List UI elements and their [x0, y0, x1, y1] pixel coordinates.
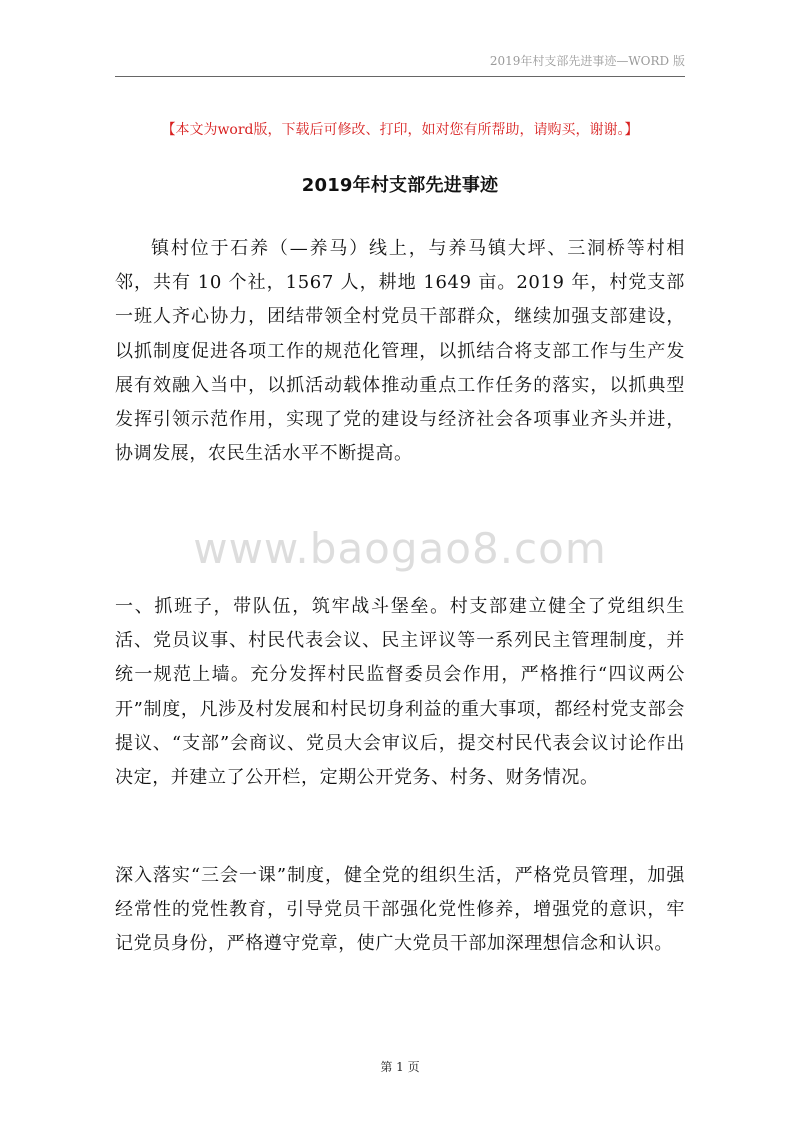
- page-header: [115, 52, 685, 77]
- header-title: 2019年村支部先进事迹—WORD 版: [489, 54, 685, 68]
- paragraph-intro: 镇村位于石养（—养马）线上，与养马镇大坪、三洞桥等村相邻，共有 10 个社，1567 人，耕地 1649 亩。2019 年，村党支部一班人齐心协力，团结带领全村党员干部群众，继续加强支部建设，以抓制度促进各项工作的规范化管理，以抓结合将支部工作与生产发展有效融入当中，以抓活动载体推动重点工作任务的落实，以抓典型发挥引领示范作用，实现了党的建设与经济社会各项事业齐头并进，协调发展，农民生活水平不断提高。: [115, 238, 685, 465]
- page-number: 第 1 页: [380, 1060, 420, 1074]
- document-title: 2019年村支部先进事迹: [301, 175, 499, 196]
- paragraph-section-one: 一、抓班子，带队伍，筑牢战斗堡垒。村支部建立健全了党组织生活、党员议事、村民代表会议、民主评议等一系列民主管理制度，并统一规范上墙。充分发挥村民监督委员会作用，严格推行“四议两公开”制度，凡涉及村发展和村民切身利益的重大事项，都经村党支部会提议、“支部”会商议、党员大会审议后，提交村民代表会议讨论作出决定，并建立了公开栏，定期公开党务、村务、财务情况。: [115, 596, 685, 789]
- download-notice: 【本文为word版，下载后可修改、打印，如对您有所帮助，请购买，谢谢。】: [161, 122, 639, 138]
- paragraph-three-meetings: 深入落实“三会一课”制度，健全党的组织生活，严格党员管理，加强经常性的党性教育，引导党员干部强化党性修养，增强党的意识，牢记党员身份，严格遵守党章，使广大党员干部加深理想信念和认识。: [115, 865, 685, 955]
- website-watermark: www.baogao8.com: [193, 524, 607, 573]
